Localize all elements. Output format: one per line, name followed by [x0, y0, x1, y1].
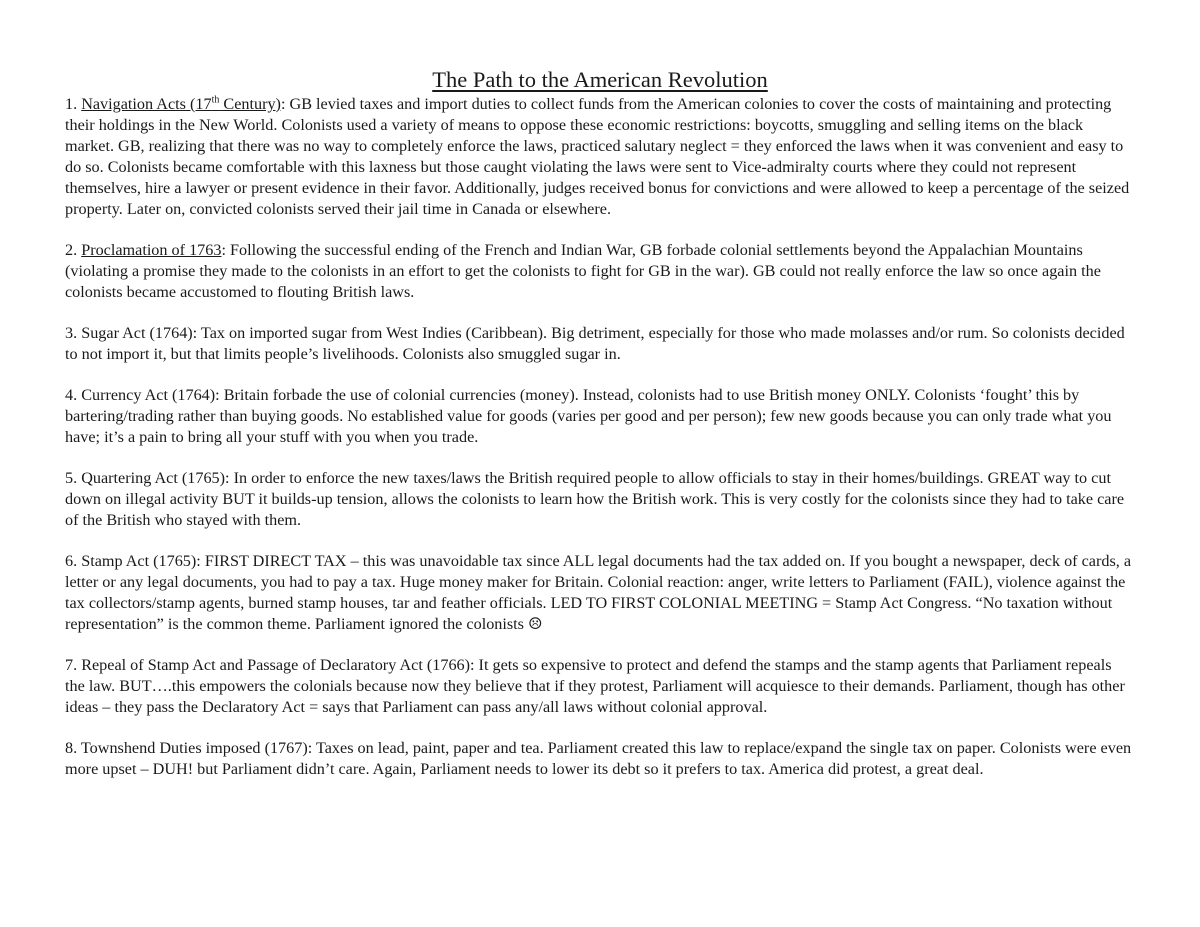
item-separator: :	[221, 241, 226, 259]
item-heading	[81, 95, 281, 113]
document-title: The Path to the American Revolution	[432, 67, 768, 92]
item-number: 7.	[65, 656, 78, 674]
item-heading-superscript: th	[211, 94, 220, 106]
item-text: Townshend Duties imposed (1767): Taxes on lead, paint, paper and tea. Parliament created this law to replace/expand the single tax on paper. Colonists were even more upset – DUH! but Parliament didn’t care. Again, Parliament needs to lower its debt so it prefers to tax. America did protest, a great deal.	[65, 739, 1132, 778]
item-text: GB levied taxes and import duties to collect funds from the American colonies to cover the costs of maintaining and protecting their holdings in the New World. Colonists used a variety of means to oppose these economic restrictions: boycotts, smuggling and selling items on the black market. GB, realizing that there was no way to completely enforce the laws, practiced salutary neglect = they enforced the laws when it was convenient and easy to do so. Colonists became comfortable with this laxness but those caught violating the laws were sent to Vice-admiralty courts where they could not represent themselves, hire a lawyer or present evidence in their favor. Additionally, judges received bonus for convictions and were allowed to keep a percentage of the seized property. Later on, convicted colonists served their jail time in Canada or elsewhere.	[65, 95, 1130, 218]
item-townshend-duties	[65, 738, 1135, 780]
item-number: 1.	[65, 95, 78, 113]
item-quartering-act	[65, 468, 1135, 531]
item-navigation-acts	[65, 94, 1135, 220]
item-number: 6.	[65, 552, 78, 570]
item-separator: :	[280, 95, 286, 113]
item-repeal-declaratory-act	[65, 655, 1135, 718]
item-text: Sugar Act (1764): Tax on imported sugar from West Indies (Caribbean). Big detriment, especially for those who made molasses and/or rum. So colonists decided to not import it, but that limits people’s livelihoods. Colonists also smuggled sugar in.	[65, 324, 1125, 363]
item-number: 3.	[65, 324, 78, 342]
item-text: Repeal of Stamp Act and Passage of Declaratory Act (1766): It gets so expensive to protect and defend the stamps and the stamp agents that Parliament repeals the law. BUT….this empowers the colonials because now they believe that if they protest, Parliament will acquiesce to their demands. Parliament, though has other ideas – they pass the Declaratory Act = says that Parliament can pass any/all laws without colonial approval.	[65, 656, 1125, 716]
document-page	[65, 66, 1135, 800]
item-heading-text: Navigation Acts (17	[81, 95, 212, 113]
item-number: 2.	[65, 241, 78, 259]
item-stamp-act	[65, 551, 1135, 635]
item-text: Following the successful ending of the French and Indian War, GB forbade colonial settlements beyond the Appalachian Mountains (violating a promise they made to the colonists in an effort to get the colonists to fight for GB in the war). GB could not really enforce the law so once again the colonists became accustomed to flouting British laws.	[65, 241, 1101, 301]
item-number: 4.	[65, 386, 78, 404]
item-number: 5.	[65, 469, 78, 487]
item-proclamation-1763	[65, 240, 1135, 303]
item-heading-text-end: Century)	[219, 95, 281, 113]
item-number: 8.	[65, 739, 78, 757]
item-text: Quartering Act (1765): In order to enforce the new taxes/laws the British required people to allow officials to stay in their homes/buildings. GREAT way to cut down on illegal activity BUT it builds-up tension, allows the colonists to learn how the British work. This is very costly for the colonists since they had to take care of the British who stayed with them.	[65, 469, 1125, 529]
item-sugar-act	[65, 323, 1135, 365]
item-heading: Proclamation of 1763	[81, 241, 222, 259]
item-currency-act	[65, 385, 1135, 448]
item-text: Stamp Act (1765): FIRST DIRECT TAX – this was unavoidable tax since ALL legal documents had the tax added on. If you bought a newspaper, deck of cards, a letter or any legal documents, you had to pay a tax. Huge money maker for Britain. Colonial reaction: anger, write letters to Parliament (FAIL), violence against the tax collectors/stamp agents, burned stamp houses, tar and feather officials. LED TO FIRST COLONIAL MEETING = Stamp Act Congress. “No taxation without representation” is the common theme. Parliament ignored the colonists ☹	[65, 552, 1132, 633]
item-text: Currency Act (1764): Britain forbade the use of colonial currencies (money). Instead, colonists had to use British money ONLY. Colonists ‘fought’ this by bartering/trading rather than buying goods. No established value for goods (varies per good and per person); few new goods because you can only trade what you have; it’s a pain to bring all your stuff with you when you trade.	[65, 386, 1112, 446]
